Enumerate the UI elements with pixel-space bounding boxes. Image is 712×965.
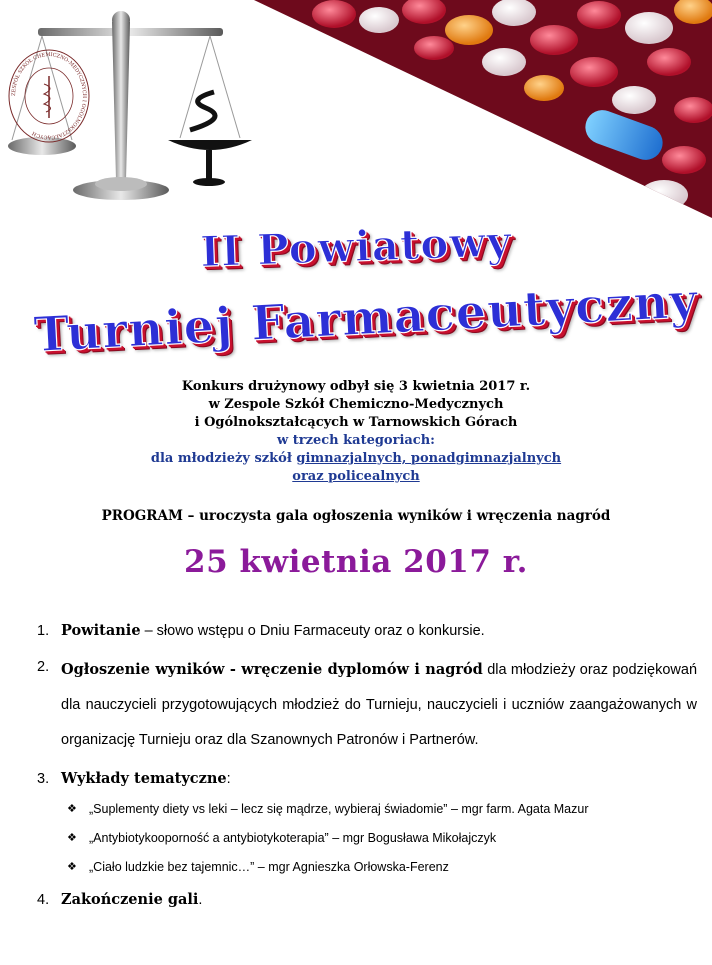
info-categories-prefix: dla młodzieży szkół [150, 451, 292, 466]
event-date: 25 kwietnia 2017 r. [184, 544, 528, 580]
item-number: 1. [37, 623, 50, 639]
diamond-bullet-icon: ❖ [67, 803, 77, 815]
pills-image [254, 0, 712, 218]
info-line-2: w Zespole Szkół Chemiczno-Medycznych [208, 397, 504, 412]
lecture-item [67, 794, 697, 823]
program-list [37, 616, 697, 915]
stamp-ring-text: ZESPÓŁ SZKÓŁ CHEMICZNO-MEDYCZNYCH I OGÓLNOKSZTAŁCĄCYCH [10, 51, 88, 141]
info-categories-link[interactable]: gimnazjalnych, ponadgimnazjalnych [296, 451, 562, 466]
info-line-4: w trzech kategoriach: [277, 433, 435, 448]
item-text: dla młodzieży oraz podziękowań dla nauczycieli przygotowujących młodzież do Turnieju, nauczycieli i uczniów zaangażowanych w organizację Turnieju oraz dla Szanownych Patronów i Partnerów. [61, 662, 698, 748]
item-colon: : [226, 771, 231, 787]
lecture-text: „Ciało ludzkie bez tajemnic…” – mgr Agnieszka Orłowska-Ferenz [89, 859, 449, 874]
info-line-6: oraz policealnych [292, 469, 420, 484]
item-title: Wykłady tematyczne [61, 770, 227, 787]
item-number: 3. [37, 771, 50, 787]
program-text: – uroczysta gala ogłoszenia wyników i wręczenia nagród [187, 508, 611, 524]
lecture-item [67, 852, 697, 881]
diamond-bullet-icon: ❖ [67, 832, 77, 844]
list-item [37, 652, 697, 758]
list-item [37, 616, 697, 646]
item-text: – słowo wstępu o Dniu Farmaceuty oraz o konkursie. [144, 623, 485, 639]
diamond-bullet-icon: ❖ [67, 861, 77, 873]
program-label: PROGRAM [101, 508, 183, 524]
item-number: 2. [37, 659, 50, 675]
title-line-1: II Powiatowy [199, 216, 513, 277]
item-title: Powitanie [61, 622, 141, 639]
school-stamp [4, 40, 94, 152]
lecture-text: „Suplementy diety vs leki – lecz się mądrze, wybieraj świadomie” – mgr farm. Agata Mazur [89, 801, 589, 816]
lecture-item [67, 823, 697, 852]
info-line-3: i Ogólnokształcących w Tarnowskich Górach [194, 415, 518, 430]
lecture-text: „Antybiotykooporność a antybiotykoterapia” – mgr Bogusława Mikołajczyk [89, 830, 497, 845]
list-item [37, 885, 697, 915]
info-line-5 [0, 450, 712, 468]
info-line-1: Konkurs drużynowy odbył się 3 kwietnia 2017 r. [181, 379, 531, 394]
contest-info [0, 378, 712, 486]
title-line-2: Turniej Farmaceutyczny [32, 272, 700, 364]
item-title: Zakończenie gali [61, 891, 199, 908]
program-heading [0, 508, 712, 524]
item-title: Ogłoszenie wyników - wręczenie dyplomów i nagród [61, 661, 483, 678]
list-item [37, 764, 697, 794]
item-dot: . [198, 892, 203, 908]
item-number: 4. [37, 892, 50, 908]
